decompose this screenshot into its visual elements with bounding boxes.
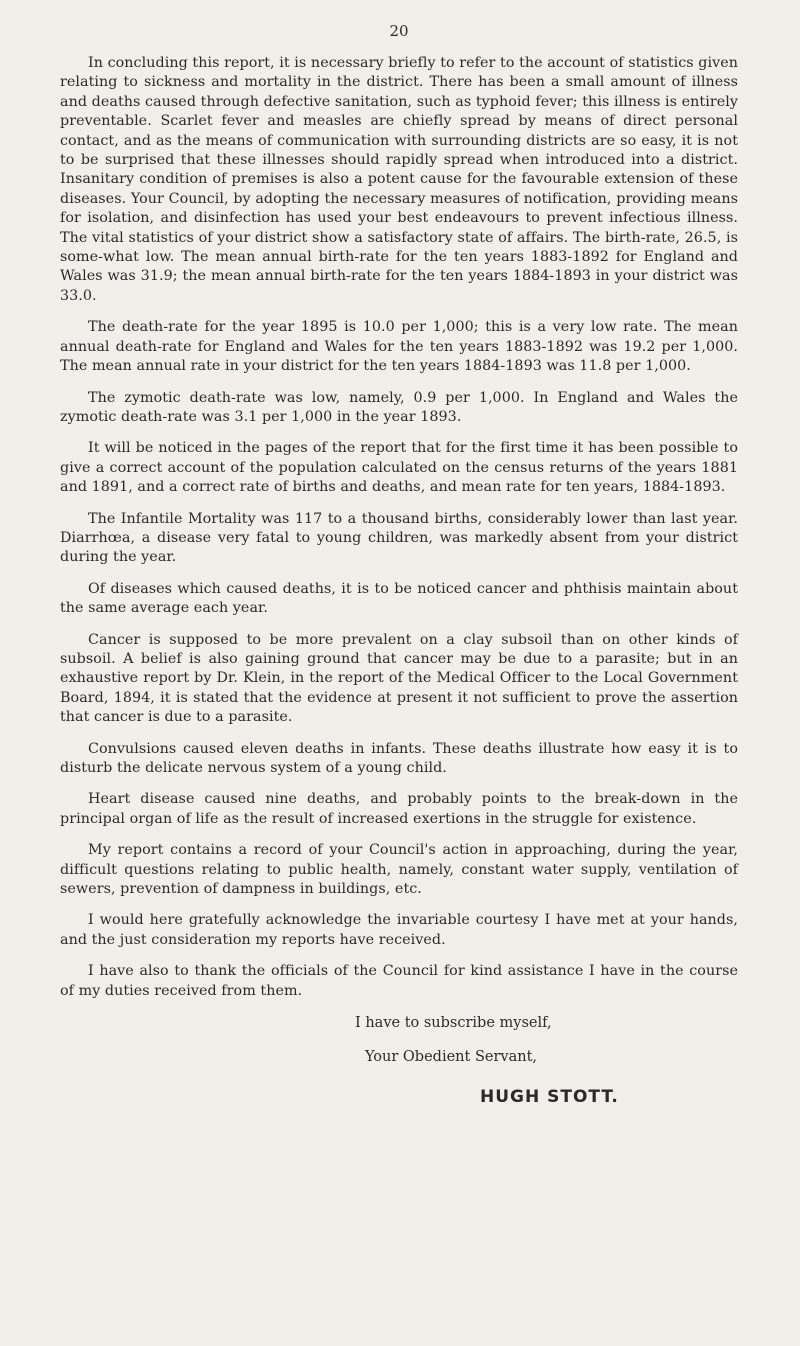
paragraph-population: It will be noticed in the pages of the report that for the first time it has been possible to give a correct account of the population calculated on the census returns of the years 1881 and 1891, and a correct rate of births and deaths, and mean rate for ten years, 1884-1893. bbox=[60, 440, 738, 496]
report-body bbox=[60, 54, 738, 1001]
paragraph-heart-disease: Heart disease caused nine deaths, and probably points to the break-down in the principal organ of life as the result of increased exertions in the struggle for existence. bbox=[60, 791, 738, 827]
paragraph-acknowledgement: I would here gratefully acknowledge the invariable courtesy I have met at your hands, and the just consideration my reports have received. bbox=[60, 912, 738, 948]
paragraph-thanks: I have also to thank the officials of the Council for kind assistance I have in the course of my duties received from them. bbox=[60, 963, 738, 999]
paragraph-summary: In concluding this report, it is necessary briefly to refer to the account of statistics given relating to sickness and mortality in the district. There has been a small amount of illness and deaths caused through defective sanitation, such as typhoid fever; this illness is entirely preventable. Scarlet fever and measles are chiefly spread by means of direct personal contact, and as the means of communication with surrounding districts are so easy, it is not to be surprised that these illnesses should rapidly spread when introduced into a district. Insanitary condition of premises is also a potent cause for the favourable extension of these diseases. Your Council, by adopting the necessary measures of notification, providing means for isolation, and disinfection has used your best endeavours to prevent infectious illness. The vital statistics of your district show a satisfactory state of affairs. The birth-rate, 26.5, is some-what low. The mean annual birth-rate for the ten years 1883-1892 for England and Wales was 31.9; the mean annual birth-rate for the ten years 1884-1893 in your district was 33.0. bbox=[60, 55, 738, 304]
paragraph-cancer-subsoil: Cancer is supposed to be more prevalent on a clay subsoil than on other kinds of subsoil. A belief is also gaining ground that cancer may be due to a parasite; but in an exhaustive report by Dr. Klein, in the report of the Medical Officer to the Local Government Board, 1894, it is stated that the evidence at present it not sufficient to prove the assertion that cancer is due to a parasite. bbox=[60, 631, 738, 726]
closing-subscribe: I have to subscribe myself, bbox=[355, 1015, 552, 1032]
paragraph-convulsions: Convulsions caused eleven deaths in infants. These deaths illustrate how easy it is to disturb the delicate nervous system of a young child. bbox=[60, 740, 738, 776]
paragraph-death-rate: The death-rate for the year 1895 is 10.0 per 1,000; this is a very low rate. The mean annual death-rate for England and Wales for the ten years 1883-1892 was 19.2 per 1,000. The mean annual rate in your district for the ten years 1884-1893 was 11.8 per 1,000. bbox=[60, 319, 738, 375]
page-number: 20 bbox=[389, 22, 409, 40]
signature: HUGH STOTT. bbox=[480, 1087, 619, 1108]
paragraph-zymotic-rate: The zymotic death-rate was low, namely, 0.9 per 1,000. In England and Wales the zymotic death-rate was 3.1 per 1,000 in the year 1893. bbox=[60, 389, 738, 425]
closing-block bbox=[60, 1015, 738, 1107]
paragraph-infantile-mortality: The Infantile Mortality was 117 to a thousand births, considerably lower than last year. Diarrhœa, a disease very fatal to young children, was markedly absent from your district during the year. bbox=[60, 510, 738, 566]
paragraph-council-action: My report contains a record of your Council's action in approaching, during the year, difficult questions relating to public health, namely, constant water supply, ventilation of sewers, prevention of dampness in buildings, etc. bbox=[60, 842, 738, 898]
paragraph-cancer-phthisis: Of diseases which caused deaths, it is to be noticed cancer and phthisis maintain about the same average each year. bbox=[60, 580, 738, 617]
closing-servant: Your Obedient Servant, bbox=[365, 1049, 538, 1066]
